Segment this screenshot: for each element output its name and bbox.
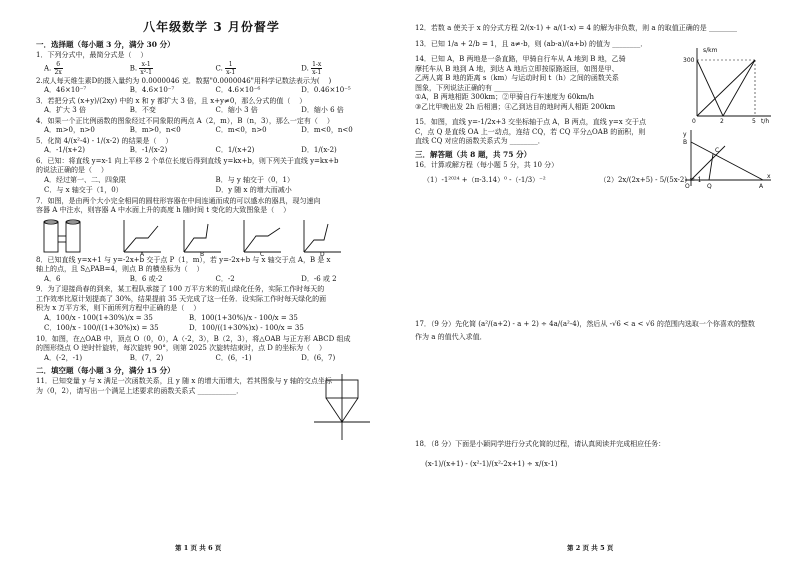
question-6-options-row2 — [44, 186, 387, 196]
q15-label-q: Q — [707, 183, 712, 190]
q9-option-a: A．100/x - 100(1+30%)/x = 35 — [44, 313, 153, 322]
q15-line-ab — [691, 142, 763, 180]
q7-label-a: A — [140, 250, 145, 256]
question-16: 16．计算或解方程（每小题 5 分，共 10 分） — [415, 160, 559, 169]
q7-graph-d — [304, 220, 341, 252]
q7-label-d: D — [320, 250, 325, 256]
exam-title: 八年级数学 3 月份督学 — [143, 20, 280, 34]
question-8: 8．已知直线 y=x+1 与 y=-2x+b 交于点 P（1，m），若 y=-2x+b 与 x 轴交于点 A，B 是 x 轴上的点，且 S△PAB=4，则点 B 的横坐标为（ ） — [36, 255, 331, 273]
q4-option-d: D．m<0，n<0 — [301, 126, 353, 134]
section-1-heading: 一．选择题（每小题 3 分，满分 30 分） — [36, 40, 175, 49]
question-18-expression: (x-1)/(x+1) - (x²-1)/(x²-2x+1) ÷ x/(x-1) — [425, 460, 558, 468]
question-8-options — [44, 275, 387, 285]
q10-option-b: B．(7，2) — [129, 353, 164, 362]
q15-label-x: x — [767, 173, 771, 180]
q7-label-c: C — [260, 250, 265, 256]
q15-line-cq — [709, 154, 713, 180]
q1-option-d: D. $\frac{1-x}{x-1}$ — [301, 60, 322, 76]
question-6: 6．已知：将直线 y=x-1 向上平移 2 个单位长度后得到直线 y=kx+b，则下列关于直线 y=kx+b 的说法正确的是（ ） — [36, 156, 339, 174]
q8-option-a: A．6 — [44, 274, 61, 283]
question-6-options-row1 — [44, 176, 387, 186]
q5-option-a: A．-1/(x+2) — [44, 146, 85, 154]
question-1-options — [44, 61, 387, 76]
q4-option-a: A．m>0，n>0 — [44, 126, 95, 134]
q2-option-d: D．0.46×10⁻⁵ — [301, 86, 351, 94]
q10-option-a: A．(-2，-1) — [44, 353, 83, 362]
question-9: 9．为了迎接尚春的到来，某工程队承接了 100 万平方米的荒山绿化任务，实际工作时每天的 工作效率比原计划提高了 30%，结果提前 35 天完成了这一任务．设实际工作时每天绿化的面 积为 x 万平方米，则下面所列方程中正确的是（ ） — [36, 285, 327, 312]
question-1: 1．下列分式中，最简分式是（ ） — [36, 51, 148, 59]
question-3-options — [44, 106, 387, 116]
q15-graph — [679, 128, 774, 190]
q2-option-b: B．4.6×10⁻⁷ — [129, 86, 175, 94]
q6-option-b: B．与 y 轴交于（0，1） — [215, 175, 294, 184]
q8-option-c: C．-2 — [215, 274, 235, 283]
q15-label-a: A — [759, 183, 764, 190]
q9-option-d: D．100/((1+30%)x) - 100/x = 35 — [189, 324, 304, 332]
q7-graph-c — [244, 220, 281, 252]
cylinders-figure — [44, 220, 80, 252]
q15-label-o: O — [685, 183, 690, 190]
q6-option-d: D．y 随 x 的增大而减小 — [215, 186, 292, 194]
question-5: 5．化简 4/(x²-4) - 1/(x-2) 的结果是（ ） — [36, 136, 173, 145]
q10-option-d: D．(6，7) — [301, 353, 336, 362]
q2-option-c: C．4.6×10⁻⁶ — [215, 86, 261, 94]
page-1-footer: 第 1 页 共 6 页 — [175, 544, 222, 552]
q3-option-b: B．不变 — [129, 106, 156, 114]
q1-option-a: A. $\frac{6}{2x}$ — [44, 60, 62, 76]
q7-graph-b — [184, 220, 221, 252]
q6-option-c: C．与 x 轴交于（1，0） — [44, 186, 123, 194]
q14-xlabel: t/h — [761, 118, 770, 124]
q4-option-b: B．m>0，n<0 — [129, 126, 181, 134]
page-2 — [397, 0, 794, 561]
question-11: 11．已知变量 y 与 x 满足一次函数关系，且 y 随 x 的增大而增大，若其图象与 y 轴的交点坐标 为（0，2），请写出一个满足上述要求的函数关系式 ___________． — [36, 377, 332, 395]
question-5-options — [44, 146, 387, 156]
q5-option-c: C．1/(x+2) — [215, 146, 255, 154]
section-3-heading: 三．解答题（共 8 题，共 75 分） — [415, 149, 532, 159]
q2-option-a: A．46×10⁻⁷ — [44, 86, 87, 94]
q9-option-b: B．100(1+30%)/x - 100/x = 35 — [189, 313, 298, 322]
question-4: 4．如果一个正比例函数的图象经过不同象限的两点 A（2，m），B（n，3），那么一定有（ ） — [36, 116, 334, 125]
question-18: 18．（8 分）下面是小颖同学进行分式化简的过程，请认真阅读并完成相应任务： — [415, 440, 666, 448]
question-17: 17．（9 分）先化简 (a²/(a+2) - a + 2) ÷ 4a/(a²-4)，然后从 -√6 < a < √6 的范围内选取一个你喜欢的整数 作为 a 的值代入求值． — [415, 320, 755, 341]
q16-part-2: （2）2x/(2x+5) - 5/(5x-2) = 1 — [599, 176, 702, 184]
question-14-items: ①A，B 两地相距 300km；②甲骑自行车速度为 60km/h ③乙比甲晚出发 2h 后相遇；④乙到达目的地时两人相距 200km — [415, 93, 616, 111]
q4-option-c: C．m<0，n>0 — [215, 126, 267, 134]
q14-ylabel: s/km — [703, 47, 718, 54]
question-9-options-row2 — [44, 324, 334, 334]
question-15: 15．如图，直线 y=-1/2x+3 交坐标轴于点 A，B 两点，直线 y=x 交于点 C，点 Q 是直线 OA 上一动点，连结 CQ，若 CQ 平分△OAB 的面积，则 直线 CQ 对应的函数关系式为 ________． — [415, 118, 646, 145]
q5-option-d: D．1/(x-2) — [301, 146, 337, 154]
question-2-options — [44, 86, 387, 96]
question-14: 14．已知 A，B 两地是一条直路，甲骑自行车从 A 地到 B 地，乙骑 摩托车从 B 地到 A 地，到达 A 地后立即按原路返回，如图是甲、 乙两人离 B 地的距离 s（km）与运动时间 t（h）之间的函数关系 图象，下列说法正确的有 ________ — [415, 55, 626, 92]
q7-graph-a — [124, 220, 161, 252]
question-10-options — [44, 354, 387, 364]
q15-label-y: y — [683, 131, 687, 138]
q7-figure-svg — [36, 216, 386, 256]
question-7: 7．如图，是由两个大小完全相同的圆柱形容器在中间连通而成的可以盛水的器具，现匀速向 容器 A 中注水，则容器 A 中水面上升的高度 h 随时间 t 变化的大致图象是（ ） — [36, 196, 321, 214]
q10-option-c: C．(6，-1) — [215, 353, 252, 362]
question-7-figures — [36, 216, 387, 256]
section-2-heading: 二．填空题（每小题 3 分，满分 15 分） — [36, 366, 175, 375]
q14-xtick-2: 2 — [720, 118, 724, 124]
q1-option-b: B. $\frac{x-1}{\text{x²-1}}$ — [129, 60, 152, 76]
q9-option-c: C．100/x - 100/((1+30%)x) = 35 — [44, 324, 159, 332]
q16-part-1: （1）-1²⁰²⁴ +（π-3.14）⁰ -（-1/3）⁻² — [423, 176, 546, 184]
q14-motorbike-back — [723, 60, 755, 116]
q14-motorbike-out — [697, 60, 723, 116]
question-10: 10．如图，在△OAB 中，顶点 O（0，0），A（-2，3），B（2，3），将△OAB 与正方形 ABCD 组成 的图形绕点 O 逆时针旋转，每次旋转 90°，则第 2025 次旋转结束时，点 D 的坐标为（ ） — [36, 334, 351, 352]
q14-graph — [683, 44, 775, 124]
q15-label-c: C — [715, 147, 720, 154]
q15-label-b: B — [683, 139, 688, 146]
q1-option-c: C. $\frac{1}{x-1}$ — [215, 60, 236, 76]
question-12: 12．若数 a 使关于 x 的分式方程 2/(x-1) + a/(1-x) = 4 的解为非负数，则 a 的取值正确的是 ________ — [415, 24, 737, 32]
q14-bicycle-line — [697, 60, 755, 116]
question-9-options-row1 — [44, 314, 334, 324]
q10-figure — [312, 372, 372, 442]
q3-option-a: A．扩大 3 倍 — [44, 106, 86, 114]
q6-option-a: A．经过第一、二、四象限 — [44, 175, 127, 184]
q8-option-d: D．-6 或 2 — [301, 274, 337, 283]
question-4-options — [44, 126, 387, 136]
page-2-footer: 第 2 页 共 5 页 — [567, 544, 614, 552]
q5-option-b: B．-1/(x-2) — [129, 146, 168, 154]
q3-option-d: D．缩小 6 倍 — [301, 106, 344, 114]
q14-ytick: 300 — [683, 57, 695, 64]
q14-xtick-0: 0 — [692, 118, 696, 124]
question-2: 2.成人每天维生素D的摄入量约为 0.0000046 克．数据"0.0000046"用科学记数法表示为( ) — [36, 76, 332, 85]
question-3: 3．若把分式 (x+y)/(2xy) 中的 x 和 y 都扩大 3 倍，且 x+y≠0，那么分式的值（ ） — [36, 96, 307, 105]
q8-option-b: B．6 或-2 — [129, 274, 163, 283]
q7-label-b: B — [200, 250, 205, 256]
question-13: 13．已知 1/a + 2/b = 1，且 a≠-b，则 (ab-a)/(a+b) 的值为 ________． — [415, 39, 648, 48]
q3-option-c: C．缩小 3 倍 — [215, 106, 258, 114]
q14-xtick-5: 5 — [752, 118, 756, 124]
